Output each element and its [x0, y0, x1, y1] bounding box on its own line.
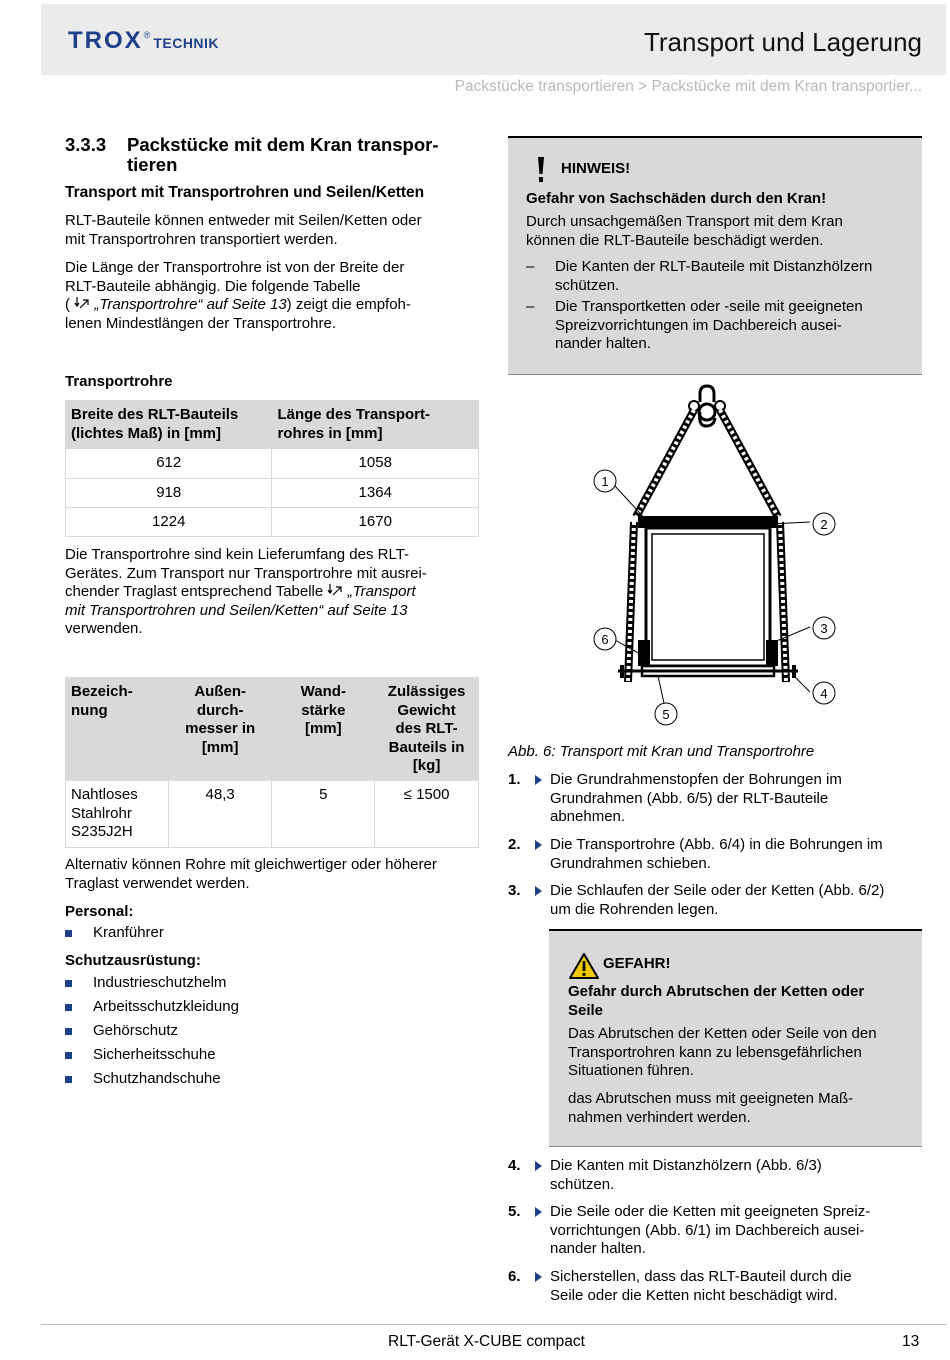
step-number: 5. [508, 1203, 521, 1220]
text-line: Sicherstellen, dass das RLT-Bauteil durch die [550, 1268, 852, 1285]
svg-text:3: 3 [820, 621, 828, 636]
step-arrow-icon [532, 1203, 550, 1259]
notice-bullet [526, 298, 916, 354]
text-line: Gerätes. Zum Transport nur Transportrohre mit ausrei- [65, 564, 427, 582]
table-cell: 5 [272, 781, 375, 848]
section-title-line2: tieren [127, 154, 178, 175]
list-item [65, 998, 239, 1017]
air-handling-unit [646, 528, 770, 666]
notice-bullet-text [555, 298, 863, 354]
list-item-text: Arbeitsschutzkleidung [93, 998, 239, 1015]
paragraph-1 [65, 212, 422, 249]
table-header-row [66, 401, 479, 449]
text-line: nander halten. [555, 335, 651, 352]
header-line: [mm] [201, 738, 239, 756]
list-item [65, 1046, 216, 1065]
text-line: Grundrahmen schieben. [550, 854, 711, 872]
header-line: messer in [185, 720, 256, 737]
dash-bullet: – [526, 258, 535, 275]
step-arrow-icon [532, 1268, 550, 1305]
header-line: (lichtes Maß) in [mm] [71, 424, 222, 442]
ppe-label: Schutzausrüstung: [65, 952, 201, 969]
personal-label: Personal: [65, 903, 134, 920]
text-line: Seile [568, 1001, 604, 1019]
crane-hook-icon [689, 386, 725, 426]
table-cell: 1364 [272, 479, 479, 508]
step-arrow-icon [532, 836, 550, 873]
step-arrow-icon [532, 1157, 550, 1194]
text-line: Seile oder die Ketten nicht beschädigt wird. [550, 1286, 838, 1304]
column-header [272, 678, 375, 781]
footer-divider [41, 1324, 946, 1325]
danger-title [568, 983, 864, 1020]
step-number: 4. [508, 1157, 521, 1174]
text-line: um die Rohrenden legen. [550, 900, 719, 918]
notice-text [526, 213, 843, 250]
header-line: des RLT- [395, 720, 458, 737]
text-line: vorrichtungen (Abb. 6/1) im Dachbereich ausei- [550, 1221, 865, 1239]
column-header [66, 401, 272, 449]
text-line: Die Schlaufen der Seile oder der Ketten (Abb. 6/2) [550, 882, 885, 899]
table-header-row [66, 678, 479, 781]
table-link[interactable]: „Transport [347, 583, 416, 600]
link-arrow-icon [327, 583, 343, 597]
table-cell: 1058 [272, 449, 479, 479]
table-cell: 1224 [66, 508, 272, 537]
text-line: nander halten. [550, 1240, 646, 1257]
warning-triangle-icon [569, 953, 599, 979]
header-line: Wand- [300, 683, 346, 700]
text-line: schützen. [555, 276, 620, 294]
step-text [550, 771, 910, 827]
page-number: 13 [902, 1333, 920, 1350]
paragraph-3 [65, 546, 427, 639]
header-line: nung [71, 701, 108, 719]
danger-text [568, 1025, 877, 1081]
list-item-text: Schutzhandschuhe [93, 1070, 221, 1087]
list-item-text: Sicherheitsschuhe [93, 1046, 216, 1063]
figure-caption: Abb. 6: Transport mit Kran und Transportrohre [508, 743, 815, 760]
step-arrow-icon [532, 771, 550, 827]
text-fragment: ) zeigt die empfoh- [286, 296, 411, 313]
callout-6 [594, 628, 616, 650]
text-line: Die Seile oder die Ketten mit geeigneten Spreiz- [550, 1203, 871, 1220]
header-line: stärke [301, 701, 346, 719]
svg-text:4: 4 [820, 686, 828, 701]
step-item [508, 1157, 928, 1194]
danger-box [549, 929, 922, 1147]
column-header [375, 678, 479, 781]
text-line: Spreizvorrichtungen im Dachbereich ausei- [555, 316, 842, 334]
step-item [508, 1203, 928, 1259]
text-line: Grundrahmen (Abb. 6/5) der RLT-Bauteile [550, 789, 829, 807]
header-line: Bauteils in [388, 738, 465, 756]
text-line: Situationen führen. [568, 1062, 694, 1079]
cell-line: Nahtloses [71, 786, 138, 803]
step-text [550, 836, 910, 873]
text-line: Gefahr durch Abrutschen der Ketten oder [568, 983, 865, 1000]
pipe-specification-table [65, 677, 479, 848]
step-item [508, 836, 928, 873]
text-line: Die Transportrohre sind kein Lieferumfang des RLT- [65, 546, 410, 563]
table-link[interactable]: „Transportrohre“ auf Seite 13 [94, 296, 287, 313]
table-link[interactable]: mit Transportrohren und Seilen/Ketten“ auf Seite 13 [65, 601, 408, 619]
bullet-square-icon [65, 1052, 72, 1059]
text-line: Das Abrutschen der Ketten oder Seile von den [568, 1025, 877, 1042]
step-number: 2. [508, 836, 521, 853]
text-fragment: ( [65, 296, 70, 313]
bullet-square-icon [65, 1028, 72, 1035]
link-arrow-icon [74, 296, 90, 310]
text-line: Transportrohren kann zu lebensgefährlichen [568, 1043, 862, 1061]
text-line: lenen Mindestlängen der Transportrohre. [65, 314, 336, 332]
paragraph-4 [65, 856, 437, 893]
table-cell: 1670 [272, 508, 479, 537]
bullet-square-icon [65, 980, 72, 987]
notice-label: HINWEIS! [561, 160, 631, 177]
breadcrumb[interactable]: Packstücke transportieren > Packstücke mit dem Kran transportier... [454, 78, 922, 95]
table-cell: ≤ 1500 [375, 781, 479, 848]
callout-2 [813, 513, 835, 535]
text-line [65, 296, 411, 315]
svg-text:6: 6 [601, 632, 609, 647]
crane-transport-figure [560, 382, 850, 727]
list-item [65, 924, 164, 943]
step-number: 3. [508, 882, 521, 899]
text-line: Die Transportrohre (Abb. 6/4) in die Bohrungen im [550, 836, 883, 853]
paragraph-2 [65, 259, 411, 333]
exclamation-icon [536, 156, 546, 184]
bullet-square-icon [65, 1004, 72, 1011]
text-line: Alternativ können Rohre mit gleichwertiger oder höherer [65, 856, 437, 873]
table-caption: Transportrohre [65, 373, 173, 390]
table-cell: 918 [66, 479, 272, 508]
section-title-line1: Packstücke mit dem Kran transpor- [127, 134, 439, 155]
step-item [508, 1268, 928, 1305]
header-line: Bezeich- [71, 683, 133, 700]
bullet-square-icon [65, 1076, 72, 1083]
text-line: das Abrutschen muss mit geeigneten Maß- [568, 1090, 854, 1107]
header-line: Außen- [194, 683, 246, 700]
svg-text:1: 1 [601, 474, 609, 489]
text-line: Die Länge der Transportrohre ist von der Breite der [65, 259, 405, 276]
table-row [66, 479, 479, 508]
svg-text:5: 5 [662, 707, 670, 722]
step-number: 6. [508, 1268, 521, 1285]
spacer-block [638, 640, 650, 666]
list-item-text: Industrieschutzhelm [93, 974, 227, 991]
table-row [66, 449, 479, 479]
text-line: Durch unsachgemäßen Transport mit dem Kran [526, 213, 843, 230]
header-line: Breite des RLT-Bauteils [71, 406, 239, 423]
dash-bullet: – [526, 298, 535, 315]
text-line: verwenden. [65, 620, 143, 637]
text-line: Die Transportketten oder -seile mit geeigneten [555, 298, 863, 315]
text-line: RLT-Bauteile abhängig. Die folgende Tabelle [65, 277, 361, 295]
table-cell: 612 [66, 449, 272, 479]
list-item-text: Gehörschutz [93, 1022, 179, 1039]
step-text [550, 1203, 910, 1259]
text-line [65, 583, 427, 602]
trox-logo [68, 27, 220, 55]
table-row [66, 508, 479, 537]
callout-4 [813, 682, 835, 704]
table-cell: 48,3 [168, 781, 272, 848]
callout-1 [594, 470, 616, 492]
step-number: 1. [508, 771, 521, 788]
column-header [168, 678, 272, 781]
list-item [65, 1022, 178, 1041]
notice-bullet-text [555, 258, 872, 295]
text-fragment: chender Traglast entsprechend Tabelle [65, 583, 328, 600]
header-line: Gewicht [397, 701, 456, 719]
notice-title: Gefahr von Sachschäden durch den Kran! [526, 190, 827, 207]
logo-subtext: TECHNIK [153, 35, 220, 51]
spreader-bar [638, 516, 778, 528]
text-line: Die Grundrahmenstopfen der Bohrungen im [550, 771, 842, 788]
table-cell [66, 781, 169, 848]
transport-pipe-table [65, 400, 479, 537]
list-item [65, 974, 226, 993]
text-line: RLT-Bauteile können entweder mit Seilen/Ketten oder [65, 212, 422, 229]
text-line: schützen. [550, 1175, 615, 1193]
cell-line: Stahlrohr [71, 804, 132, 822]
text-line: Die Kanten der RLT-Bauteile mit Distanzhölzern [555, 258, 873, 275]
footer-document-title: RLT-Gerät X-CUBE compact [388, 1333, 585, 1350]
step-item [508, 771, 928, 827]
logo-text: TROX [68, 27, 143, 54]
danger-label: GEFAHR! [603, 955, 671, 972]
step-text [550, 882, 910, 919]
chapter-title: Transport und Lagerung [643, 27, 922, 57]
text-line: nahmen verhindert werden. [568, 1108, 751, 1126]
header-line: rohres in [mm] [277, 424, 383, 442]
text-line: Die Kanten mit Distanzhölzern (Abb. 6/3) [550, 1157, 822, 1174]
logo-registered-mark: ® [143, 30, 151, 40]
list-item [65, 1070, 221, 1089]
danger-measure [568, 1090, 853, 1127]
text-line: abnehmen. [550, 808, 626, 825]
text-line: Traglast verwendet werden. [65, 874, 250, 892]
column-header [272, 401, 479, 449]
svg-text:2: 2 [820, 517, 828, 532]
notice-bullet [526, 258, 916, 295]
page-header [41, 4, 946, 75]
header-line: [kg] [412, 757, 441, 774]
header-line: [mm] [304, 720, 342, 737]
list-item-text: Kranführer [93, 924, 164, 941]
callout-5 [655, 703, 677, 725]
spacer-block [766, 640, 778, 666]
text-line: können die RLT-Bauteile beschädigt werden. [526, 231, 824, 249]
step-arrow-icon [532, 882, 550, 919]
column-header [66, 678, 169, 781]
header-line: Zulässiges [387, 683, 466, 700]
step-text [550, 1268, 910, 1305]
table-row [66, 781, 479, 848]
callout-3 [813, 617, 835, 639]
step-text [550, 1157, 910, 1194]
header-line: durch- [196, 701, 244, 719]
cell-line: S235J2H [71, 823, 133, 840]
header-line: Länge des Transport- [277, 406, 430, 423]
step-item [508, 882, 928, 919]
text-line: mit Transportrohren transportiert werden. [65, 230, 338, 248]
bullet-square-icon [65, 930, 72, 937]
subheading: Transport mit Transportrohren und Seilen/Ketten [65, 184, 425, 201]
section-number: 3.3.3 [65, 134, 107, 155]
